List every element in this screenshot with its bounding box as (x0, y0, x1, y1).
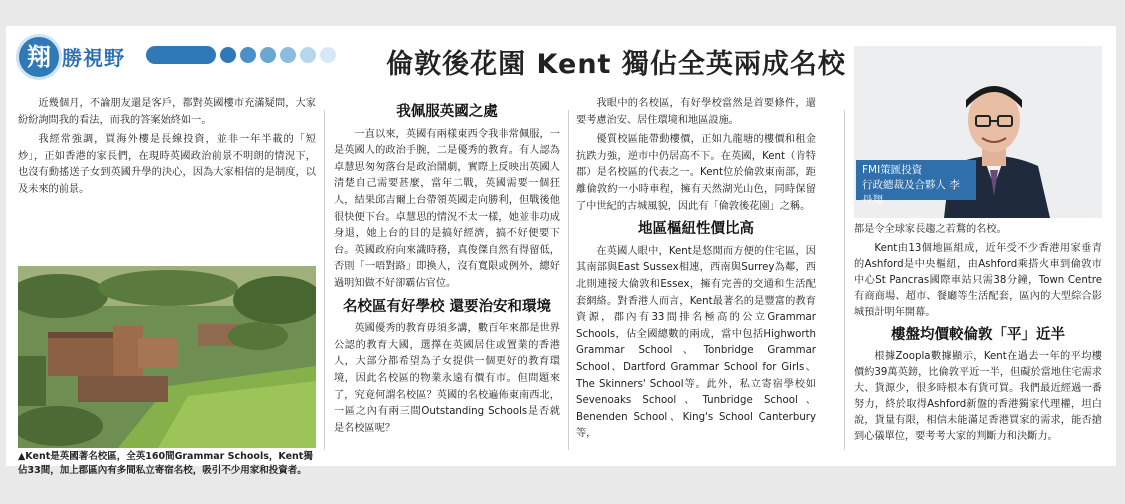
column-badge-icon: 翔 (16, 34, 62, 80)
column-divider (568, 110, 569, 450)
header-decor-dot (240, 47, 256, 63)
column-1 (18, 96, 316, 202)
author-title: 行政總裁及合夥人 李丹翔 (862, 179, 960, 206)
header-decor-dot (300, 47, 316, 63)
column-divider (324, 110, 325, 450)
paragraph: 根據Zoopla數據顯示，Kent在過去一年的平均樓價約39萬英鎊，比倫敦平近一半，但礙於當地住宅需求大、貨源少，很多時根本有貨可買。我們最近經過一番努力，終於取得Ashford新盤的香港獨家代理權，坦白說，貨量有限，相信未能滿足香港買家的需求，能否搶到心儀單位，要考考大家的判斷力和決斷力。 (854, 351, 1102, 442)
column-divider (844, 110, 845, 450)
author-name-card (856, 160, 976, 206)
paragraph: 在英國人眼中，Kent是悠閒而方便的住宅區，因其南部與East Sussex相連，西南與Surrey為鄰，西北則連接大倫敦和Essex，擁有完善的交通和生活配套網絡。對香港人而言，Kent最著名的是豐富的教育資源，郡內有33間排名極高的公立Grammar Schools，佔全國總數的兩成，當中包括Highworth Grammar School、Tonbridge Grammar School、Dartford Grammar School for Girls、The Skinners' School等。此外，私立寄宿學校如Sevenoaks School、Tunbridge School、Benenden School、King's School Canterbury等， (576, 245, 816, 440)
header-decor-pill (146, 46, 216, 64)
newspaper-page (6, 26, 1116, 476)
paragraph: 英國優秀的教育毋須多講，數百年來都是世界公認的教育大國，選擇在英國居住或置業的香港人，大部分都希望為子女提供一個更好的教育環境，因此名校區的物業永遠有價有市。但問題來了，究竟何謂名校區？英國的名校遍佈東南西北，一區之內有兩三間Outstanding Schools是否就是名校區呢？ (334, 323, 560, 434)
paragraph: 我眼中的名校區，有好學校當然是首要條件，還要考慮治安、居住環境和地區設施。 (576, 98, 816, 126)
header-decor-dot (320, 47, 336, 63)
column-3 (576, 96, 816, 446)
school-aerial-image (18, 266, 316, 448)
author-company: FMI策匯投資 (862, 164, 923, 176)
article-headline: 倫敦後花園 Kent 獨佔全英兩成名校 (386, 49, 846, 80)
section-subhead: 樓盤均價較倫敦「平」近半 (891, 327, 1065, 343)
column-4 (854, 222, 1102, 448)
paragraph: 優質校區能帶動樓價，正如九龍塘的樓價和租金抗跌力強，逆市中仍居高不下。在英國，Kent（肯特郡）是名校區的代表之一。Kent位於倫敦東南部，距離倫敦約一小時車程，擁有天然湖光山色，同時保留了中世紀的古城風貌，因此有「倫敦後花園」之稱。 (576, 134, 816, 212)
section-subhead: 地區樞紐性價比高 (638, 221, 754, 238)
column-2 (334, 98, 560, 440)
column-name: 勝視野 (62, 46, 125, 70)
section-subhead: 我佩服英國之處 (396, 104, 498, 120)
paragraph: Kent由13個地區組成，近年受不少香港用家垂青的Ashford是中央樞紐，由Ashford乘搭火車到倫敦市中心St Pancras國際車站只需38分鐘，Town Centre有商商場、超市、餐廳等生活配套，區內的大型綜合影城預計明年開幕。 (854, 243, 1102, 318)
paragraph: 近幾個月，不論朋友還是客戶，都對英國樓市充滿疑問，大家紛紛詢問我的看法，而我的答案始終如一。 (18, 98, 316, 126)
school-aerial-photo (18, 266, 316, 448)
photo-caption: ▲Kent是英國著名校區，全英160間Grammar Schools，Kent獨佔33間，加上郡區內有多間私立寄宿名校，吸引不少用家和投資者。 (18, 451, 313, 476)
paragraph: 都是令全球家長趨之若鶩的名校。 (854, 224, 1007, 235)
header-decor-dot (280, 47, 296, 63)
header-decor-dot (260, 47, 276, 63)
paragraph: 一直以來，英國有兩樣東西令我非常佩服，一是英國人的政治手腕，二是優秀的教育。有人認為卓慧思匆匆落台是政治鬧劇，實際上反映出英國人清楚自己需要甚麼，當年二戰，英國需要一個狂人，結果邱吉爾上台帶領英國走向勝利，但戰後他很快便下台。卓慧思的情況不太一樣，她並非功成身退，她上台的目的是搞好經濟，搞不好便要下台。英國政府向來識時務，真俊傑自然有得留低，否則「一唔對路」即換人，沒有寬限或例外，總好過明知做不好卻霸佔官位。 (334, 128, 560, 289)
section-subhead: 名校區有好學校 還要治安和環境 (342, 298, 552, 315)
header-decor-dot (220, 47, 236, 63)
paragraph: 我經常強調，買海外樓是長線投資，並非一年半載的「短炒」，正如香港的家長們，在現時英國政治前景不明朗的情況下，也沒有動搖送子女到英國升學的決心，因為大家相信的是制度，以及未來的前景。 (18, 134, 316, 195)
